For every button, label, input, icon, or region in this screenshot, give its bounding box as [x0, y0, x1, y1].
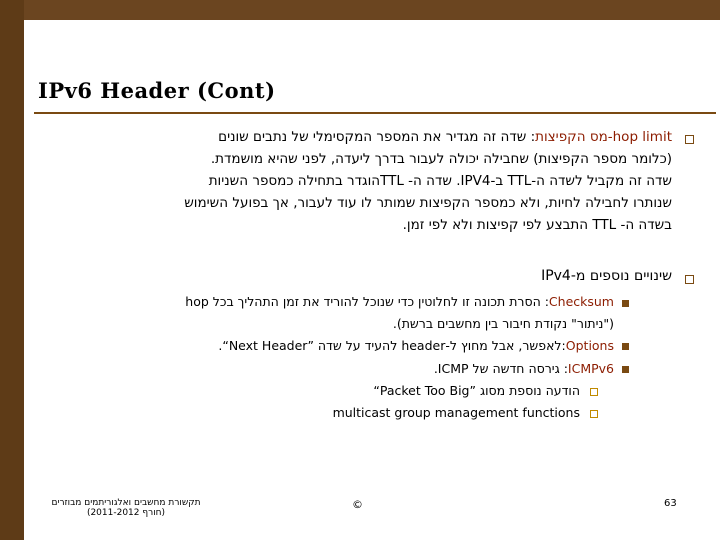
icmpv6-item: [434, 358, 614, 380]
options-term: Options: [565, 338, 614, 353]
footer-copyright: ©: [352, 498, 363, 511]
icmpv6-text: : גירסה חדשה של ICMP.: [433, 361, 568, 376]
footer-course-line-1: תקשורת מחשבים ואלגוריתמים מבוזרים: [51, 498, 201, 508]
other-changes-heading: שינויים נוספים מ-IPv4: [541, 268, 672, 284]
hop-limit-line-5: בשדה ה- TTL התבצע לפי קפיצות ולא לפי זמן.: [402, 217, 672, 233]
checksum-line-1: [185, 291, 614, 313]
hop-limit-term: hop limit-מס הקפיצות: [535, 129, 672, 145]
bullet-square-icon: [685, 275, 694, 284]
footer-course: [46, 498, 206, 518]
hop-limit-line-2: (כלומר מספר הקפיצות) שחבילה יכולה לעבור בדרך ליעדה, לפני שהיא מושמדת.: [210, 151, 672, 167]
left-decoration-bar: [0, 0, 24, 540]
title-divider: [34, 112, 716, 114]
options-item: [218, 335, 614, 357]
options-text: :לאפשר, אבל מחוץ ל-header להעיד על שדה ”Next Header“.: [218, 338, 566, 353]
checksum-term: Checksum: [548, 294, 614, 309]
footer-course-line-2: (חורף 2011-2012): [86, 508, 166, 518]
hop-limit-line-4: שנותרו לחבילה לחיות, ולא כמספר הקפיצות שמותר לו עוד לעבור, אך בפועל השימוש: [184, 195, 672, 211]
checksum-line-2: ("ניתור" נקודת חיבור בין מחשבים ברשת).: [392, 316, 614, 331]
sub-sub-bullet-icon: [590, 410, 598, 418]
sub-sub-bullet-icon: [590, 388, 598, 396]
slide-title: IPv6 Header (Cont): [38, 78, 276, 103]
sub-bullet-icon: [622, 300, 629, 307]
bullet-square-icon: [685, 135, 694, 144]
hop-limit-line-3: שדה זה מקביל לשדה ה-TTL ב-IPV4. שדה ה- TTLהוגדר בתחילה כמספר השניות: [208, 173, 672, 189]
hop-limit-definition: : שדה זה מגדיר את המספר המקסימלי של נתבים שונים: [218, 129, 536, 145]
checksum-text: : הסרת תכונה זו לחלוטין כדי שנוכל להוריד את זמן התהליך בכל hop: [185, 294, 549, 309]
multicast-item: multicast group management functions: [332, 405, 580, 420]
icmpv6-line: [434, 358, 614, 380]
icmpv6-term: ICMPv6: [567, 361, 614, 376]
hop-limit-line-1: [184, 126, 672, 148]
checksum-item: [185, 291, 614, 335]
options-line: [218, 335, 614, 357]
top-decoration-bar: [24, 0, 720, 20]
sub-bullet-icon: [622, 343, 629, 350]
sub-bullet-icon: [622, 366, 629, 373]
page-number: 63: [664, 498, 677, 509]
packet-too-big-item: הודעה נוספת מסוג ”Packet Too Big“: [373, 383, 580, 398]
hop-limit-paragraph: [184, 126, 672, 236]
